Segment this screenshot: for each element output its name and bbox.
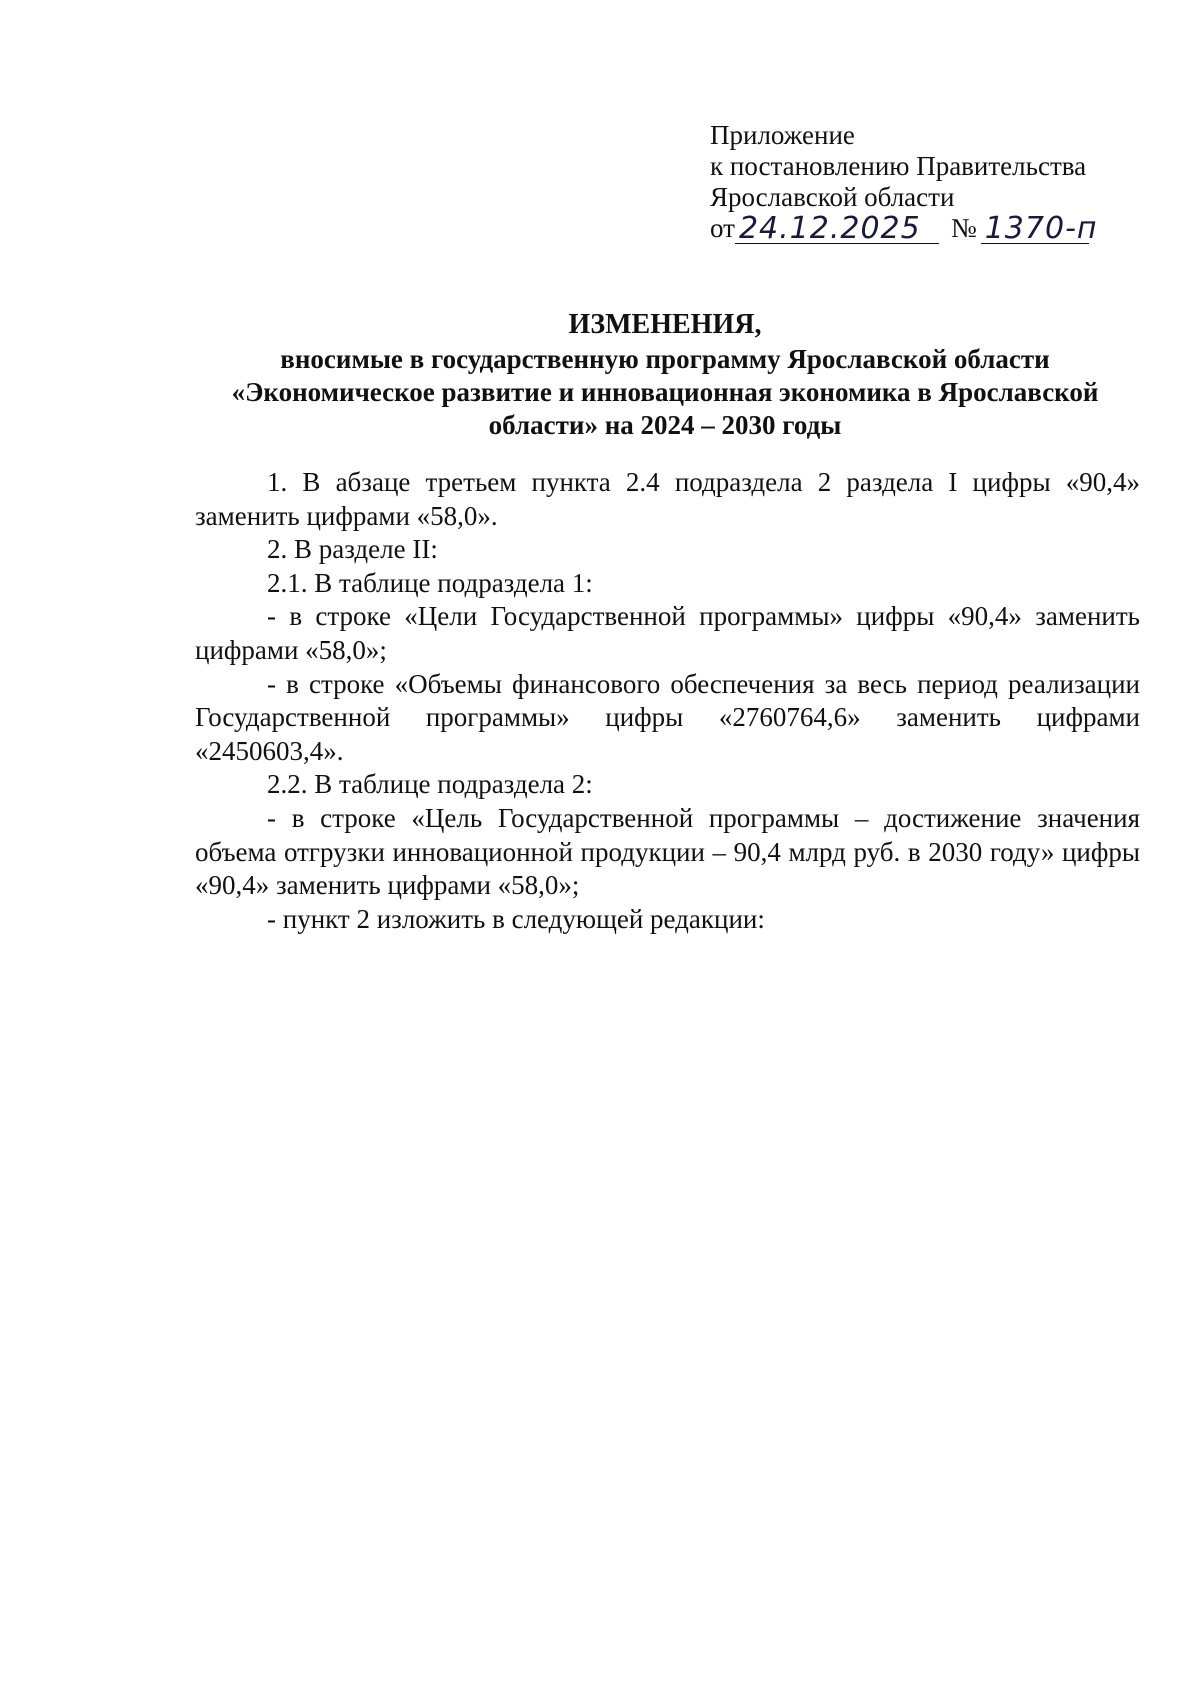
approval-line-1: Приложение [710,120,855,150]
paragraph: 1. В абзаце третьем пункта 2.4 подраздела 2 раздела I цифры «90,4» заменить цифрами «58,0». [195,467,1140,531]
approval-block [710,120,1150,244]
title-main: ИЗМЕНЕНИЯ, [568,309,762,340]
title-line-2: вносимые в государственную программу Ярославской области [280,344,1050,374]
paragraph: - в строке «Объемы финансового обеспечения за весь период реализации Государственной программы» цифры «2760764,6» заменить цифрами «2450603,4». [195,668,1140,766]
title-line-4: области» на 2024 – 2030 годы [488,410,842,440]
title-line-3: «Экономическое развитие и инновационная экономика в Ярославской [231,377,1099,407]
paragraph: - в строке «Цели Государственной программы» цифры «90,4» заменить цифрами «58,0»; [195,601,1140,665]
approval-line-3: Ярославской области [710,182,955,212]
date-prefix: от [710,213,735,243]
number-sign: № [950,213,977,243]
paragraph: - пункт 2 изложить в следующей редакции: [267,903,765,934]
approval-line-2: к постановлению Правительства [710,151,1087,181]
document-title [180,308,1150,442]
handwritten-number: 1370-п [981,215,1089,244]
document-body [195,466,1140,936]
approval-date-line [710,213,1150,244]
paragraph: 2.1. В таблице подраздела 1: [267,567,593,598]
paragraph: - в строке «Цель Государственной программы – достижение значения объема отгрузки инновационной продукции – 90,4 млрд руб. в 2030 году» цифры «90,4» заменить цифрами «58,0»; [195,802,1140,901]
paragraph: 2.2. В таблице подраздела 2: [267,769,593,800]
paragraph: 2. В разделе II: [267,534,438,565]
handwritten-date: 24.12.2025 [735,215,939,244]
